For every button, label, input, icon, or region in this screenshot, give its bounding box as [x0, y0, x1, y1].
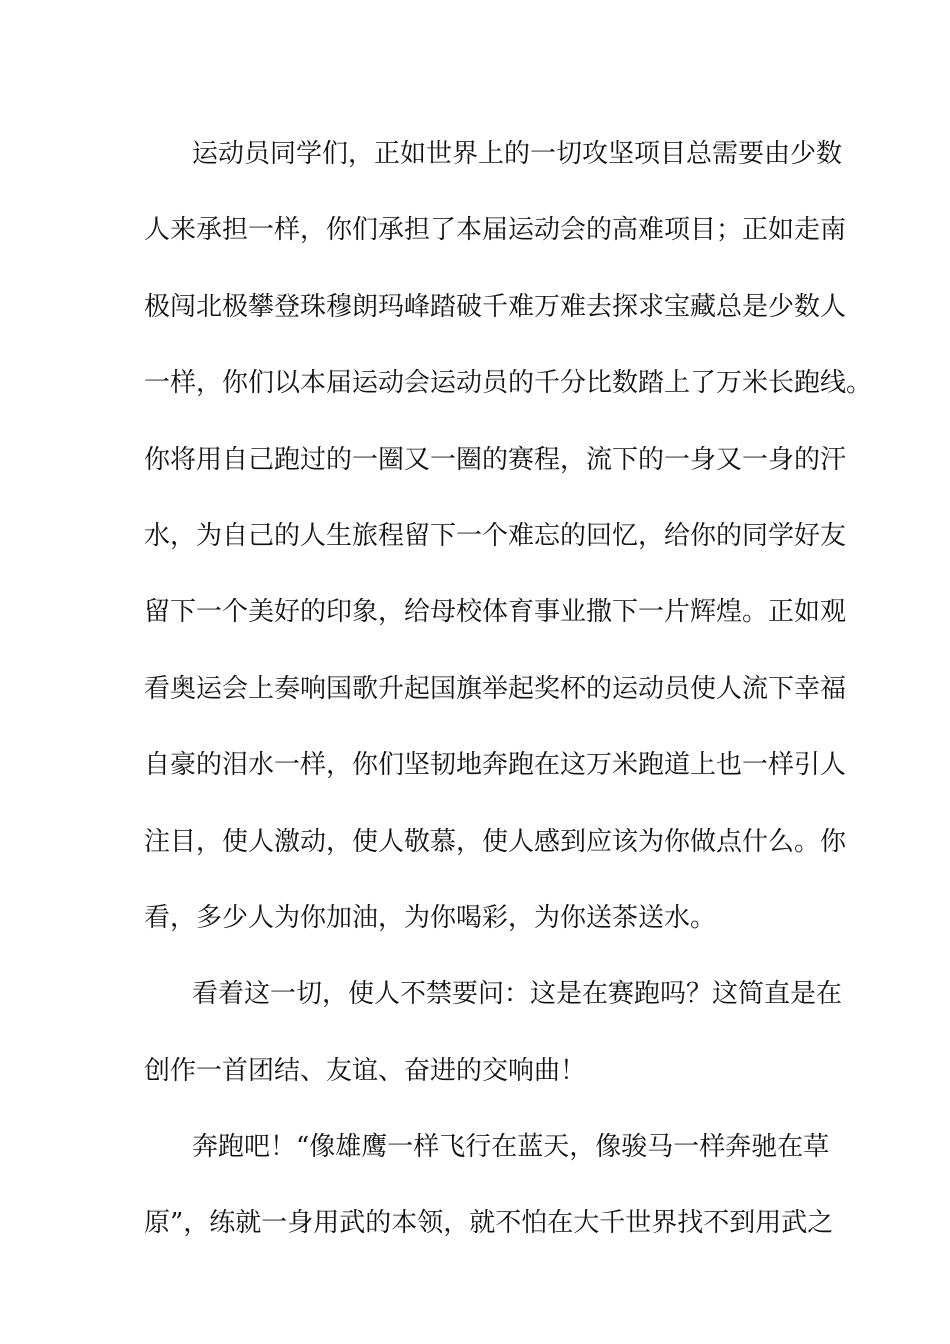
- paragraph-1-line-4: 一样，你们以本届运动会运动员的千分比数踏上了万米长跑线。: [144, 368, 873, 399]
- paragraph-1-line-1: 运动员同学们，正如世界上的一切攻坚项目总需要由少数: [192, 139, 843, 169]
- paragraph-1-line-11: 看，多少人为你加油，为你喝彩，为你送茶送水。: [144, 902, 717, 933]
- paragraph-1-line-5: 你将用自己跑过的一圈又一圈的赛程，流下的一身又一身的汗: [144, 444, 847, 475]
- paragraph-1-line-7: 留下一个美好的印象，给母校体育事业撒下一片辉煌。正如观: [144, 597, 847, 628]
- paragraph-1-line-6: 水，为自己的人生旅程留下一个难忘的回忆，给你的同学好友: [144, 520, 847, 551]
- paragraph-1-line-8: 看奥运会上奏响国歌升起国旗举起奖杯的运动员使人流下幸福: [144, 673, 847, 704]
- document-body: [144, 135, 873, 1281]
- paragraph-3-line-2: 原”，练就一身用武的本领，就不怕在大千世界找不到用武之: [144, 1208, 834, 1239]
- paragraph-2-line-1: 看着这一切，使人不禁要问：这是在赛跑吗？这简直是在: [192, 979, 843, 1010]
- paragraph-1-line-3: 极闯北极攀登珠穆朗玛峰踏破千难万难去探求宝藏总是少数人: [144, 291, 847, 322]
- paragraph-2-line-2: 创作一首团结、友谊、奋进的交响曲！: [144, 1055, 587, 1086]
- paragraph-1-line-2: 人来承担一样，你们承担了本届运动会的高难项目；正如走南: [144, 215, 847, 246]
- paragraph-1-line-10: 注目，使人激动，使人敬慕，使人感到应该为你做点什么。你: [144, 826, 847, 857]
- paragraph-3-line-1: 奔跑吧！“像雄鹰一样飞行在蓝天，像骏马一样奔驰在草: [192, 1132, 830, 1163]
- paragraph-1-line-9: 自豪的泪水一样，你们坚韧地奔跑在这万米跑道上也一样引人: [144, 750, 847, 781]
